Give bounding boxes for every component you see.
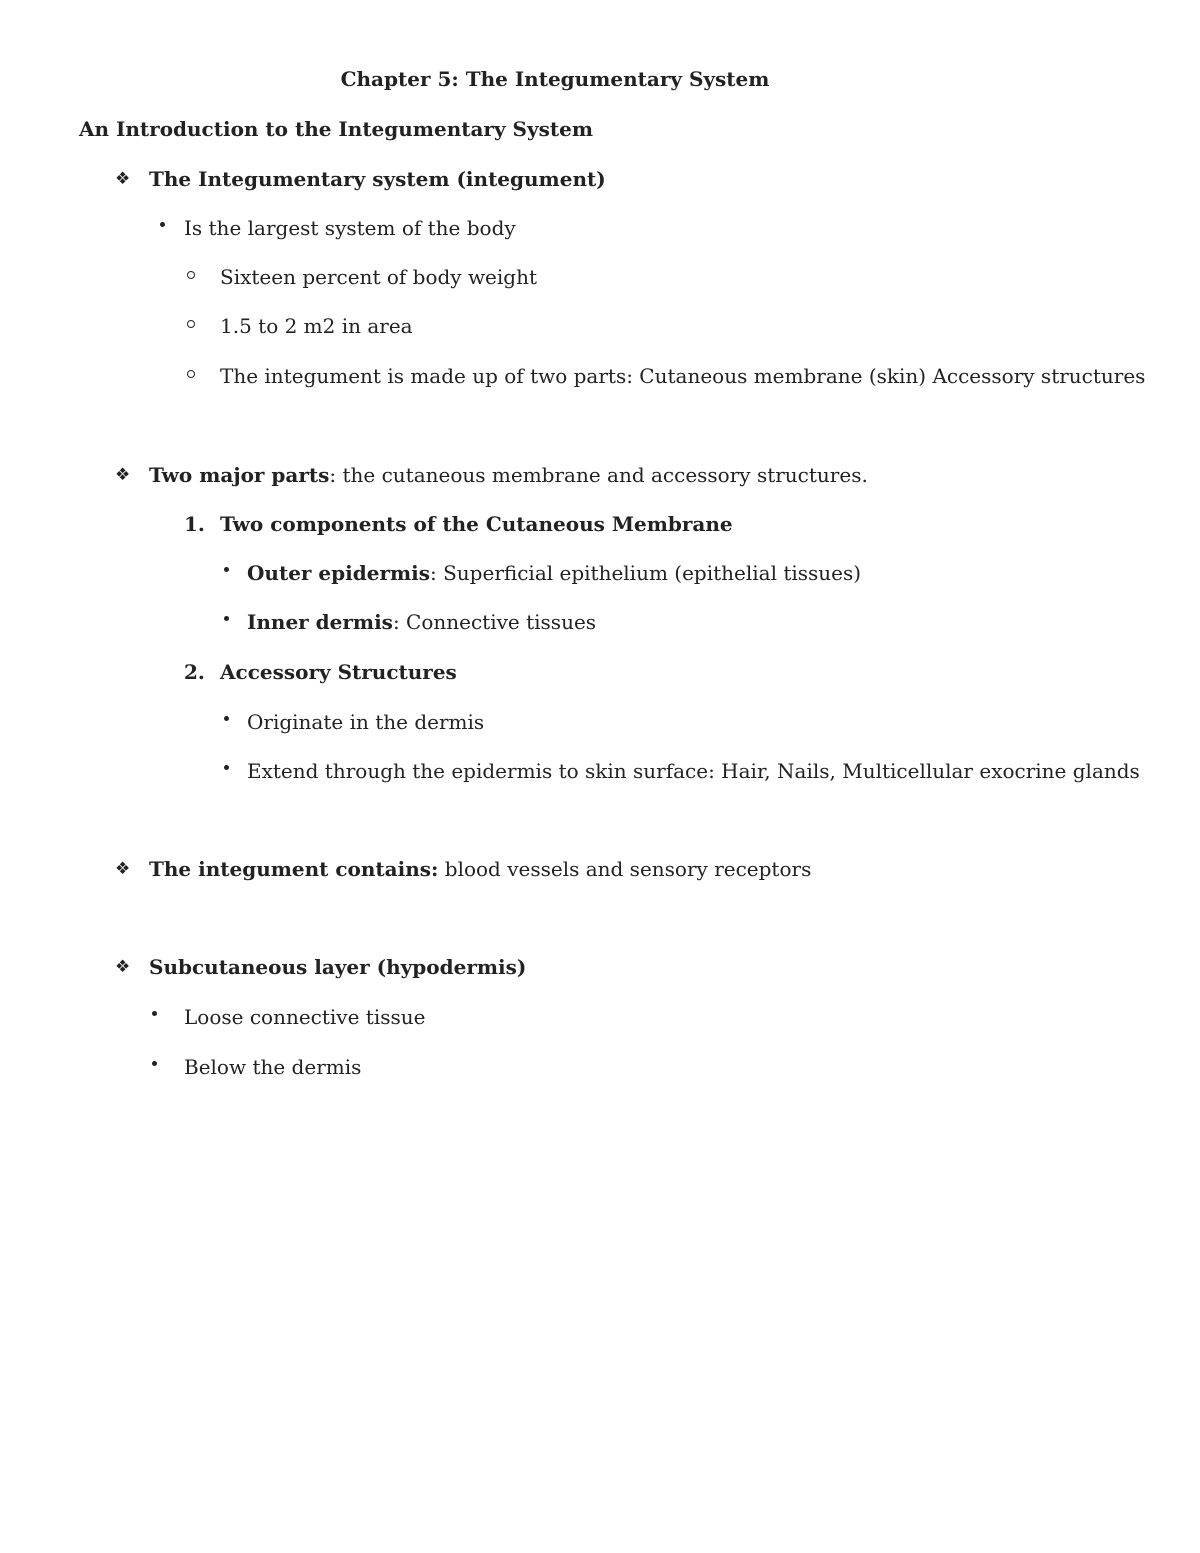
list-item-outer-epidermis — [247, 560, 861, 586]
bullet-dot-icon — [160, 222, 165, 227]
circle-bullet-icon — [187, 320, 195, 328]
numbered-item-accessory-structures: Accessory Structures — [220, 660, 457, 684]
outer-epidermis-label: Outer epidermis — [247, 561, 430, 585]
bullet-dot-icon — [152, 1011, 157, 1016]
sub-item-two-parts: The integument is made up of two parts: Cutaneous membrane (skin) Accessory structures — [220, 364, 1146, 388]
section-heading: An Introduction to the Integumentary System — [79, 117, 594, 141]
inner-dermis-text: : Connective tissues — [392, 610, 597, 634]
two-major-parts-text: : the cutaneous membrane and accessory structures. — [329, 463, 868, 487]
list-item-largest-system: Is the largest system of the body — [184, 216, 516, 240]
sub-item-area: 1.5 to 2 m2 in area — [220, 314, 413, 338]
diamond-bullet-icon: ❖ — [115, 465, 131, 485]
list-item-loose-connective: Loose connective tissue — [184, 1005, 426, 1029]
diamond-bullet-icon: ❖ — [115, 859, 131, 879]
two-major-parts-label: Two major parts — [149, 463, 330, 487]
list-item-below-dermis: Below the dermis — [184, 1055, 362, 1079]
diamond-bullet-icon: ❖ — [115, 169, 131, 189]
bullet-dot-icon — [152, 1061, 157, 1066]
bullet-heading-subcutaneous-layer: Subcutaneous layer (hypodermis) — [149, 955, 527, 979]
sub-item-body-weight: Sixteen percent of body weight — [220, 265, 538, 289]
diamond-bullet-icon: ❖ — [115, 957, 131, 977]
list-number-2: 2. — [184, 660, 205, 684]
outer-epidermis-text: : Superficial epithelium (epithelial tissues) — [430, 561, 862, 585]
integument-contains-text: blood vessels and sensory receptors — [438, 857, 812, 881]
list-item-inner-dermis — [247, 609, 596, 635]
bullet-heading-two-major-parts — [149, 462, 868, 488]
circle-bullet-icon — [187, 271, 195, 279]
circle-bullet-icon — [187, 370, 195, 378]
bullet-dot-icon — [224, 616, 229, 621]
bullet-dot-icon — [224, 765, 229, 770]
bullet-heading-integumentary-system: The Integumentary system (integument) — [149, 167, 606, 191]
page-title: Chapter 5: The Integumentary System — [340, 67, 770, 91]
inner-dermis-label: Inner dermis — [247, 610, 393, 634]
list-number-1: 1. — [184, 512, 205, 536]
list-item-extend-epidermis: Extend through the epidermis to skin surface: Hair, Nails, Multicellular exocrine glands — [247, 759, 1140, 783]
numbered-item-cutaneous-membrane: Two components of the Cutaneous Membrane — [220, 512, 733, 536]
integument-contains-label: The integument contains: — [149, 857, 439, 881]
bullet-heading-integument-contains — [149, 856, 811, 882]
list-item-originate-dermis: Originate in the dermis — [247, 710, 485, 734]
bullet-dot-icon — [224, 567, 229, 572]
bullet-dot-icon — [224, 716, 229, 721]
